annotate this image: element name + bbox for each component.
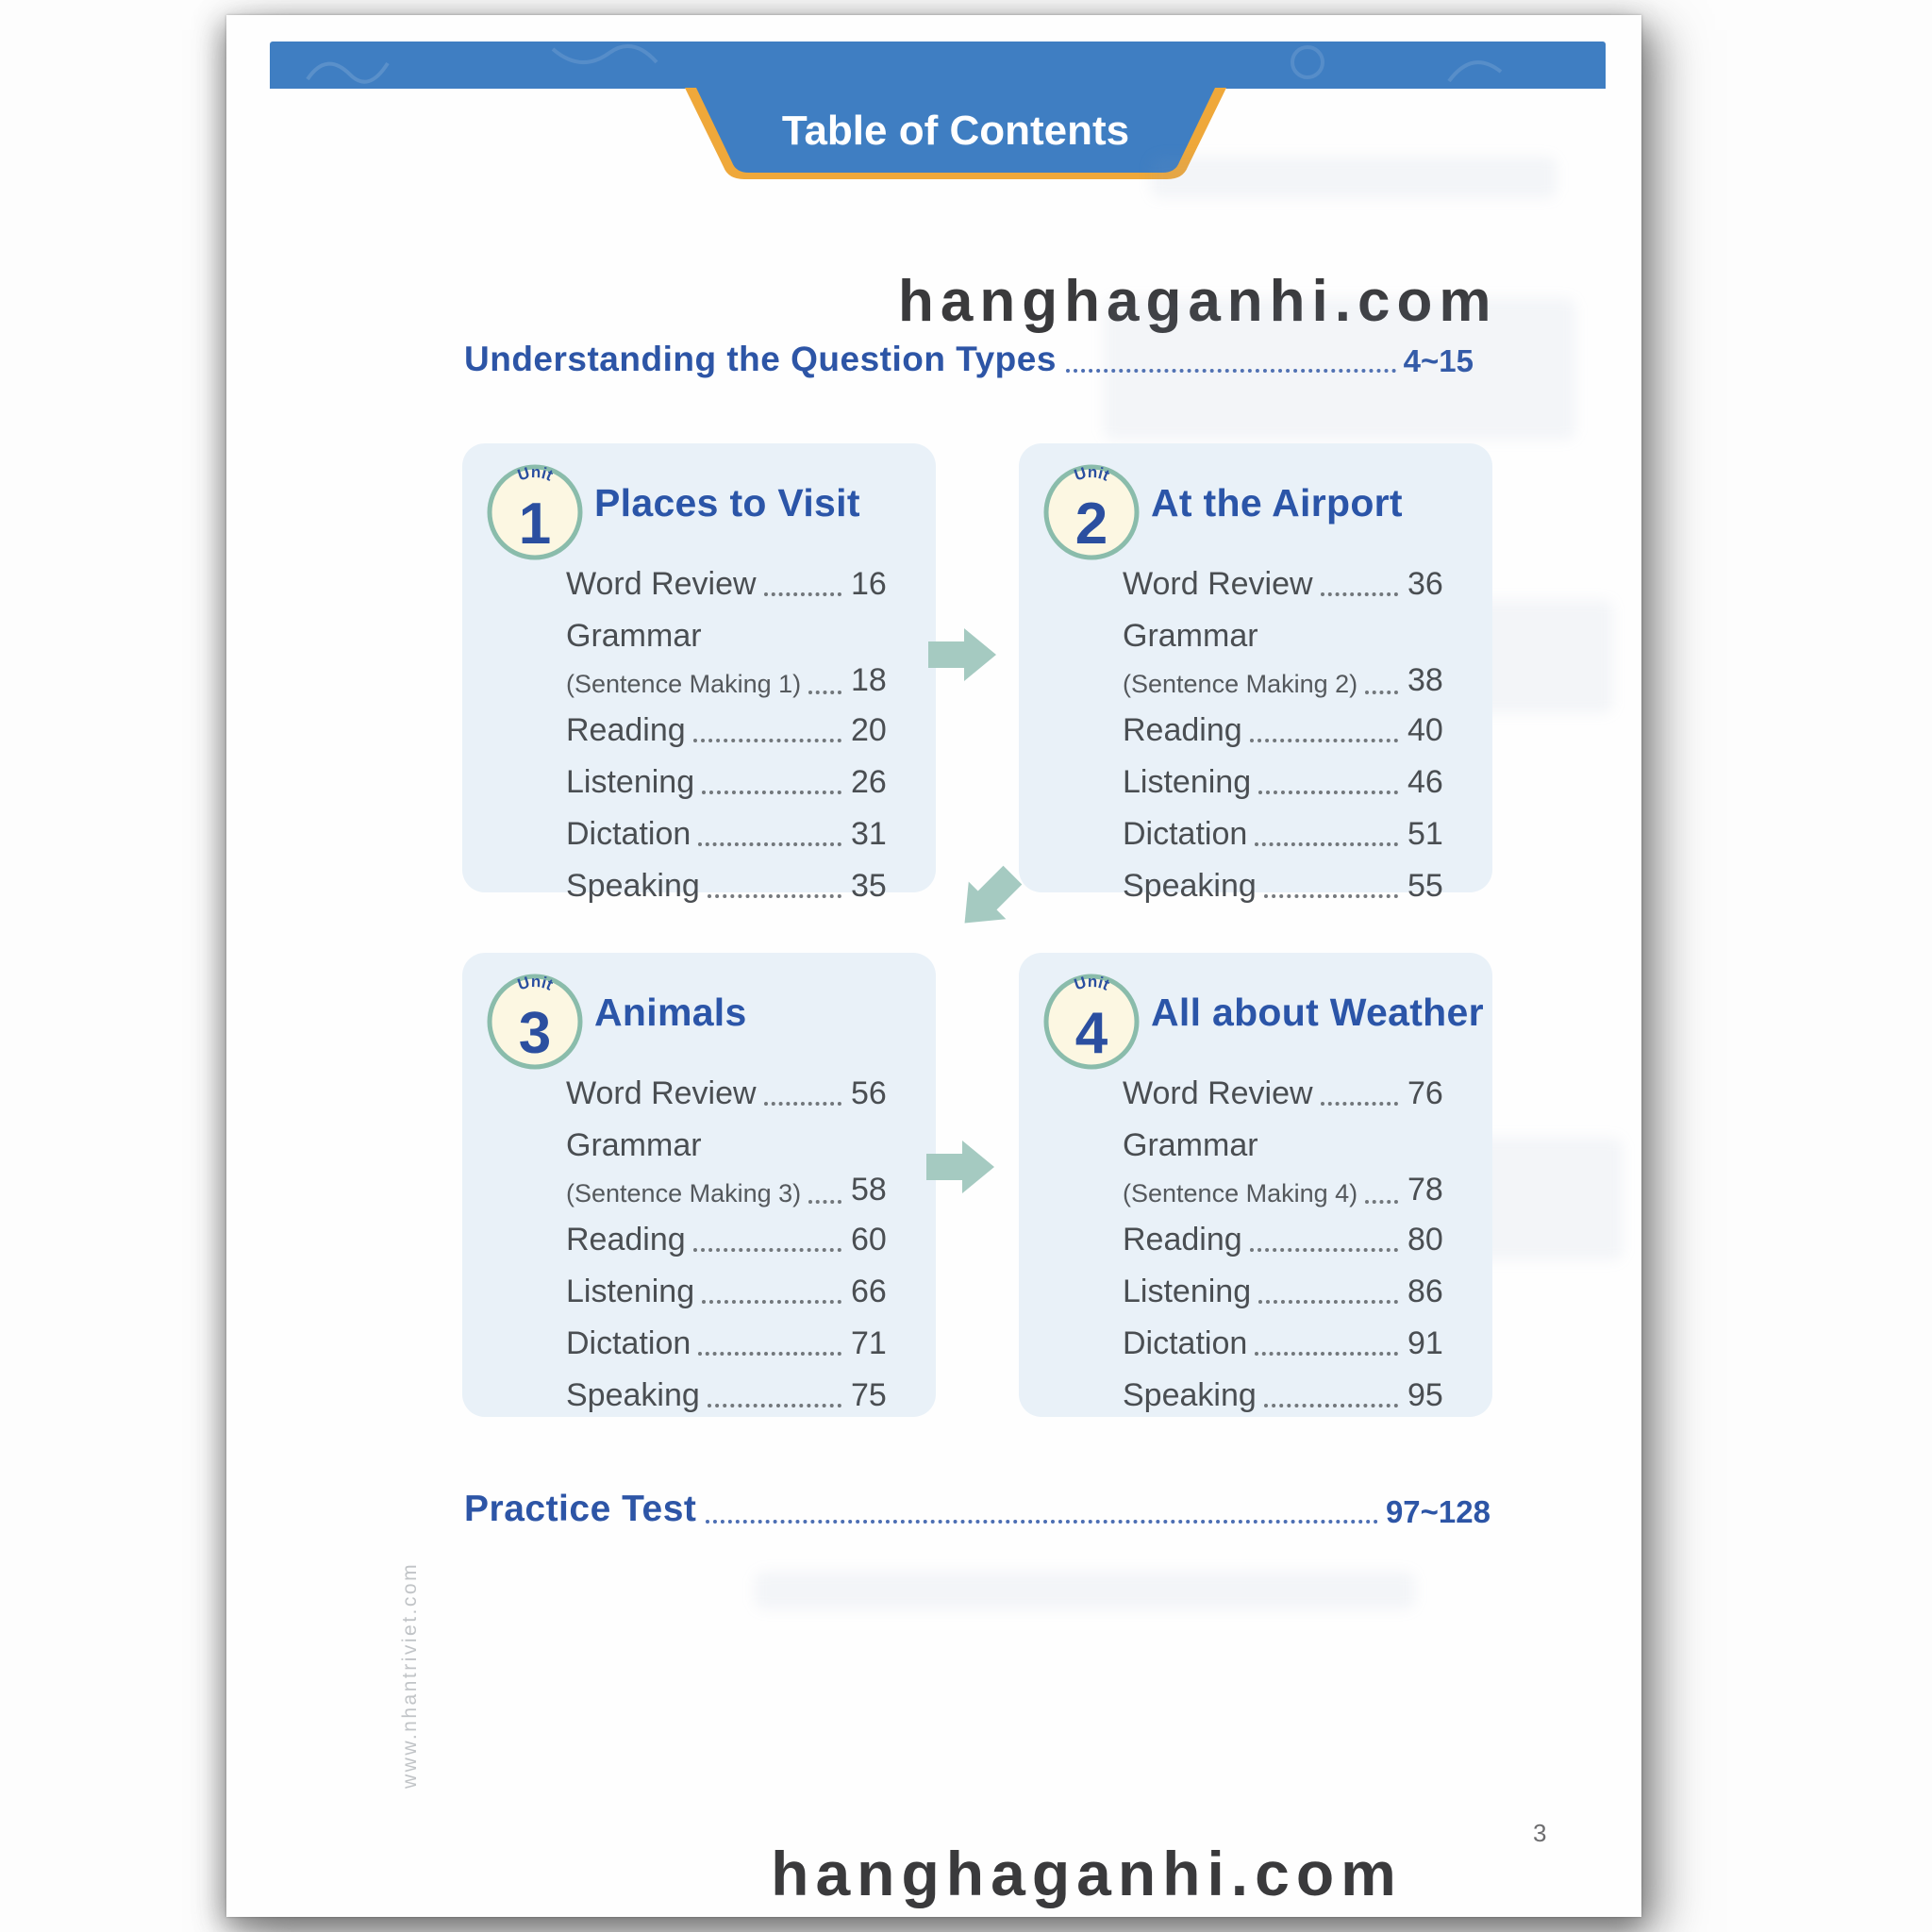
unit-1-items bbox=[566, 566, 896, 920]
dot-leader bbox=[764, 1102, 841, 1106]
toc-item-grammar: Grammar (Sentence Making 1) 18 bbox=[566, 618, 887, 698]
dot-leader bbox=[808, 691, 841, 694]
unit-1-title: Places to Visit bbox=[594, 481, 860, 525]
watermark-top: hanghaganhi.com bbox=[898, 269, 1498, 334]
banner-doodle-pattern bbox=[270, 42, 1606, 89]
dot-leader bbox=[808, 1200, 841, 1204]
toc-item: Dictation 91 bbox=[1123, 1325, 1443, 1361]
toc-item: Listening 46 bbox=[1123, 764, 1443, 800]
unit-2-card bbox=[1019, 443, 1492, 904]
toc-entry-label: Practice Test bbox=[464, 1489, 697, 1529]
page-title: Table of Contents bbox=[781, 108, 1130, 154]
flow-arrow-right-icon bbox=[926, 1137, 994, 1197]
watermark-bottom: hanghaganhi.com bbox=[771, 1839, 1403, 1908]
toc-item: Speaking 35 bbox=[566, 868, 887, 904]
toc-item: Reading 80 bbox=[1123, 1222, 1443, 1257]
unit-3-badge bbox=[485, 972, 585, 1072]
unit-3-card bbox=[462, 953, 936, 1417]
dot-leader bbox=[1250, 739, 1398, 742]
dot-leader bbox=[708, 894, 841, 898]
dot-leader bbox=[698, 842, 841, 846]
toc-item: Speaking 95 bbox=[1123, 1377, 1443, 1413]
dot-leader bbox=[1365, 1200, 1398, 1204]
unit-3-title: Animals bbox=[594, 991, 747, 1034]
toc-item: Word Review 56 bbox=[566, 1075, 887, 1111]
unit-number: 4 bbox=[1074, 1001, 1108, 1066]
toc-item: Word Review 16 bbox=[566, 566, 887, 602]
unit-word: Unit bbox=[515, 463, 556, 485]
unit-1-badge bbox=[485, 462, 585, 562]
dot-leader bbox=[1250, 1248, 1398, 1252]
toc-item: Reading 40 bbox=[1123, 712, 1443, 748]
unit-word: Unit bbox=[515, 973, 556, 994]
dot-leader bbox=[1255, 842, 1398, 846]
dot-leader bbox=[693, 1248, 841, 1252]
dot-leader bbox=[1321, 592, 1398, 596]
page-number: 3 bbox=[1533, 1819, 1547, 1847]
dot-leader bbox=[1255, 1352, 1398, 1356]
bleedthrough-ghost bbox=[1151, 157, 1557, 198]
unit-2-title: At the Airport bbox=[1151, 481, 1403, 525]
unit-number: 2 bbox=[1074, 491, 1108, 557]
toc-item-grammar: Grammar (Sentence Making 3) 58 bbox=[566, 1127, 887, 1208]
toc-item: Listening 26 bbox=[566, 764, 887, 800]
title-plate bbox=[683, 88, 1228, 182]
toc-entry-pages: 4~15 bbox=[1403, 343, 1474, 378]
dot-leader bbox=[1258, 791, 1398, 794]
toc-item: Dictation 31 bbox=[566, 816, 887, 852]
toc-entry-practice-test bbox=[464, 1489, 1491, 1530]
dot-leader bbox=[702, 1300, 841, 1304]
bleedthrough-ghost bbox=[1104, 298, 1575, 440]
dot-leader bbox=[706, 1520, 1378, 1524]
dot-leader bbox=[1264, 894, 1398, 898]
unit-2-badge bbox=[1041, 462, 1141, 562]
unit-4-card bbox=[1019, 953, 1492, 1417]
dot-leader bbox=[1264, 1404, 1398, 1407]
bleedthrough-ghost bbox=[755, 1572, 1415, 1609]
header-banner-band bbox=[270, 42, 1606, 89]
toc-item: Listening 86 bbox=[1123, 1274, 1443, 1309]
dot-leader bbox=[1365, 691, 1398, 694]
unit-2-items bbox=[1123, 566, 1453, 920]
toc-item: Listening 66 bbox=[566, 1274, 887, 1309]
toc-item: Reading 20 bbox=[566, 712, 887, 748]
dot-leader bbox=[1321, 1102, 1398, 1106]
unit-number: 1 bbox=[518, 491, 552, 557]
unit-4-items bbox=[1123, 1075, 1453, 1429]
dot-leader bbox=[1258, 1300, 1398, 1304]
publisher-url-vertical: www.nhantriviet.com bbox=[399, 1561, 421, 1789]
unit-1-card bbox=[462, 443, 936, 904]
toc-entry-label: Understanding the Question Types bbox=[464, 340, 1057, 378]
toc-item: Word Review 76 bbox=[1123, 1075, 1443, 1111]
toc-item-grammar: Grammar (Sentence Making 4) 78 bbox=[1123, 1127, 1443, 1208]
toc-item: Dictation 71 bbox=[566, 1325, 887, 1361]
dot-leader bbox=[698, 1352, 841, 1356]
flow-arrow-right-icon bbox=[928, 625, 996, 685]
toc-item: Reading 60 bbox=[566, 1222, 887, 1257]
toc-item: Speaking 55 bbox=[1123, 868, 1443, 904]
unit-4-title: All about Weather bbox=[1151, 991, 1484, 1034]
toc-item: Speaking 75 bbox=[566, 1377, 887, 1413]
toc-item: Dictation 51 bbox=[1123, 816, 1443, 852]
dot-leader bbox=[693, 739, 841, 742]
unit-4-badge bbox=[1041, 972, 1141, 1072]
toc-item: Word Review 36 bbox=[1123, 566, 1443, 602]
unit-word: Unit bbox=[1072, 973, 1112, 994]
toc-entry-pages: 97~128 bbox=[1385, 1494, 1491, 1529]
dot-leader bbox=[764, 592, 841, 596]
unit-word: Unit bbox=[1072, 463, 1112, 485]
unit-3-items bbox=[566, 1075, 896, 1429]
unit-number: 3 bbox=[518, 1001, 552, 1066]
toc-item-grammar: Grammar (Sentence Making 2) 38 bbox=[1123, 618, 1443, 698]
book-page bbox=[226, 15, 1641, 1917]
dot-leader bbox=[708, 1404, 841, 1407]
dot-leader bbox=[702, 791, 841, 794]
